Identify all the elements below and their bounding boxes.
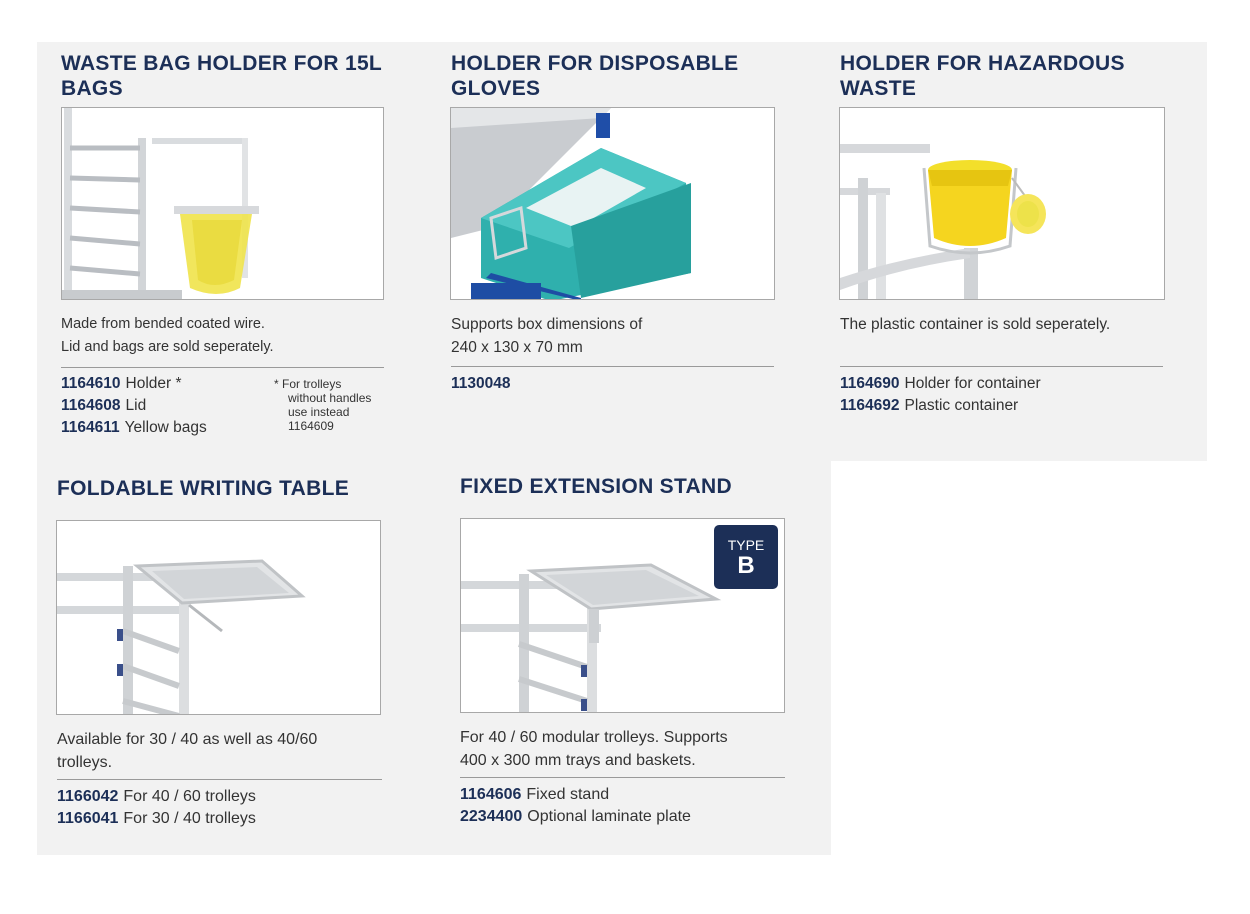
product-description (840, 313, 1170, 336)
divider (57, 779, 382, 780)
article-code: 1164606 (460, 786, 522, 803)
article-list (460, 784, 691, 828)
article-row (460, 806, 691, 828)
article-row (61, 417, 207, 439)
waste-bag-holder-photo (61, 107, 384, 300)
article-code: 1164610 (61, 375, 121, 392)
article-row (61, 373, 207, 395)
article-list (61, 373, 207, 439)
fixed-extension-stand-photo (460, 518, 785, 713)
article-list (840, 373, 1041, 417)
article-code: 2234400 (460, 808, 523, 825)
footnote (274, 377, 371, 433)
divider (451, 366, 774, 367)
product-description (460, 726, 790, 772)
description-line: Supports box dimensions of (451, 316, 643, 333)
product-title: WASTE BAG HOLDER FOR 15L BAGS (61, 52, 382, 100)
description-line: trolleys. (57, 754, 113, 771)
article-row (57, 808, 256, 830)
product-title: FIXED EXTENSION STAND (460, 475, 732, 498)
footnote-line: without handles (288, 391, 372, 405)
divider (61, 367, 384, 368)
product-description (57, 728, 387, 774)
article-label: For 30 / 40 trolleys (123, 810, 256, 827)
article-list (451, 373, 516, 395)
article-code: 1164692 (840, 397, 900, 414)
description-line: 400 x 300 mm trays and baskets. (460, 752, 696, 769)
article-label: For 40 / 60 trolleys (123, 788, 256, 805)
divider (840, 366, 1163, 367)
article-label: Optional laminate plate (527, 808, 691, 825)
product-card-glove-holder (451, 51, 781, 451)
article-label: Plastic container (904, 397, 1019, 414)
article-code: 1164611 (61, 419, 120, 436)
foldable-writing-table-photo (56, 520, 381, 715)
article-row (61, 395, 207, 417)
type-badge-label: TYPE (727, 537, 765, 553)
footnote-line: * For trolleys (274, 377, 342, 391)
product-card-fixed-extension-stand (460, 474, 790, 844)
glove-box-holder-photo (450, 107, 775, 300)
product-card-hazardous-waste-holder (840, 51, 1170, 451)
description-line: 240 x 130 x 70 mm (451, 339, 583, 356)
footnote-line: use instead (288, 405, 350, 419)
description-line: Lid and bags are sold seperately. (61, 339, 274, 355)
product-title: HOLDER FOR HAZARDOUS WASTE (840, 52, 1125, 100)
article-code: 1166041 (57, 810, 119, 827)
product-description (61, 313, 384, 359)
description-line: The plastic container is sold seperately. (840, 316, 1111, 333)
description-line: For 40 / 60 modular trolleys. Supports (460, 729, 728, 746)
article-row (57, 786, 256, 808)
article-code: 1166042 (57, 788, 119, 805)
article-row (840, 373, 1041, 395)
description-line: Available for 30 / 40 as well as 40/60 (57, 731, 318, 748)
article-row (460, 784, 691, 806)
product-card-waste-bag-holder (61, 51, 391, 451)
article-row (451, 373, 516, 395)
type-badge-value: B (737, 552, 755, 579)
article-row (840, 395, 1041, 417)
article-code: 1164608 (61, 397, 121, 414)
article-list (57, 786, 256, 830)
description-line: Made from bended coated wire. (61, 316, 265, 332)
article-label: Fixed stand (526, 786, 610, 803)
product-card-foldable-writing-table (57, 476, 387, 846)
article-label: Lid (125, 397, 147, 414)
product-description (451, 313, 774, 359)
article-code: 1130048 (451, 375, 511, 392)
hazardous-waste-holder-photo (839, 107, 1165, 300)
article-label: Yellow bags (124, 419, 207, 436)
article-label: Holder * (125, 375, 182, 392)
product-title: FOLDABLE WRITING TABLE (57, 477, 350, 500)
article-code: 1164690 (840, 375, 900, 392)
article-label: Holder for container (904, 375, 1041, 392)
footnote-line: 1164609 (288, 419, 334, 433)
divider (460, 777, 785, 778)
type-badge (714, 525, 778, 589)
product-title: HOLDER FOR DISPOSABLE GLOVES (451, 52, 739, 100)
